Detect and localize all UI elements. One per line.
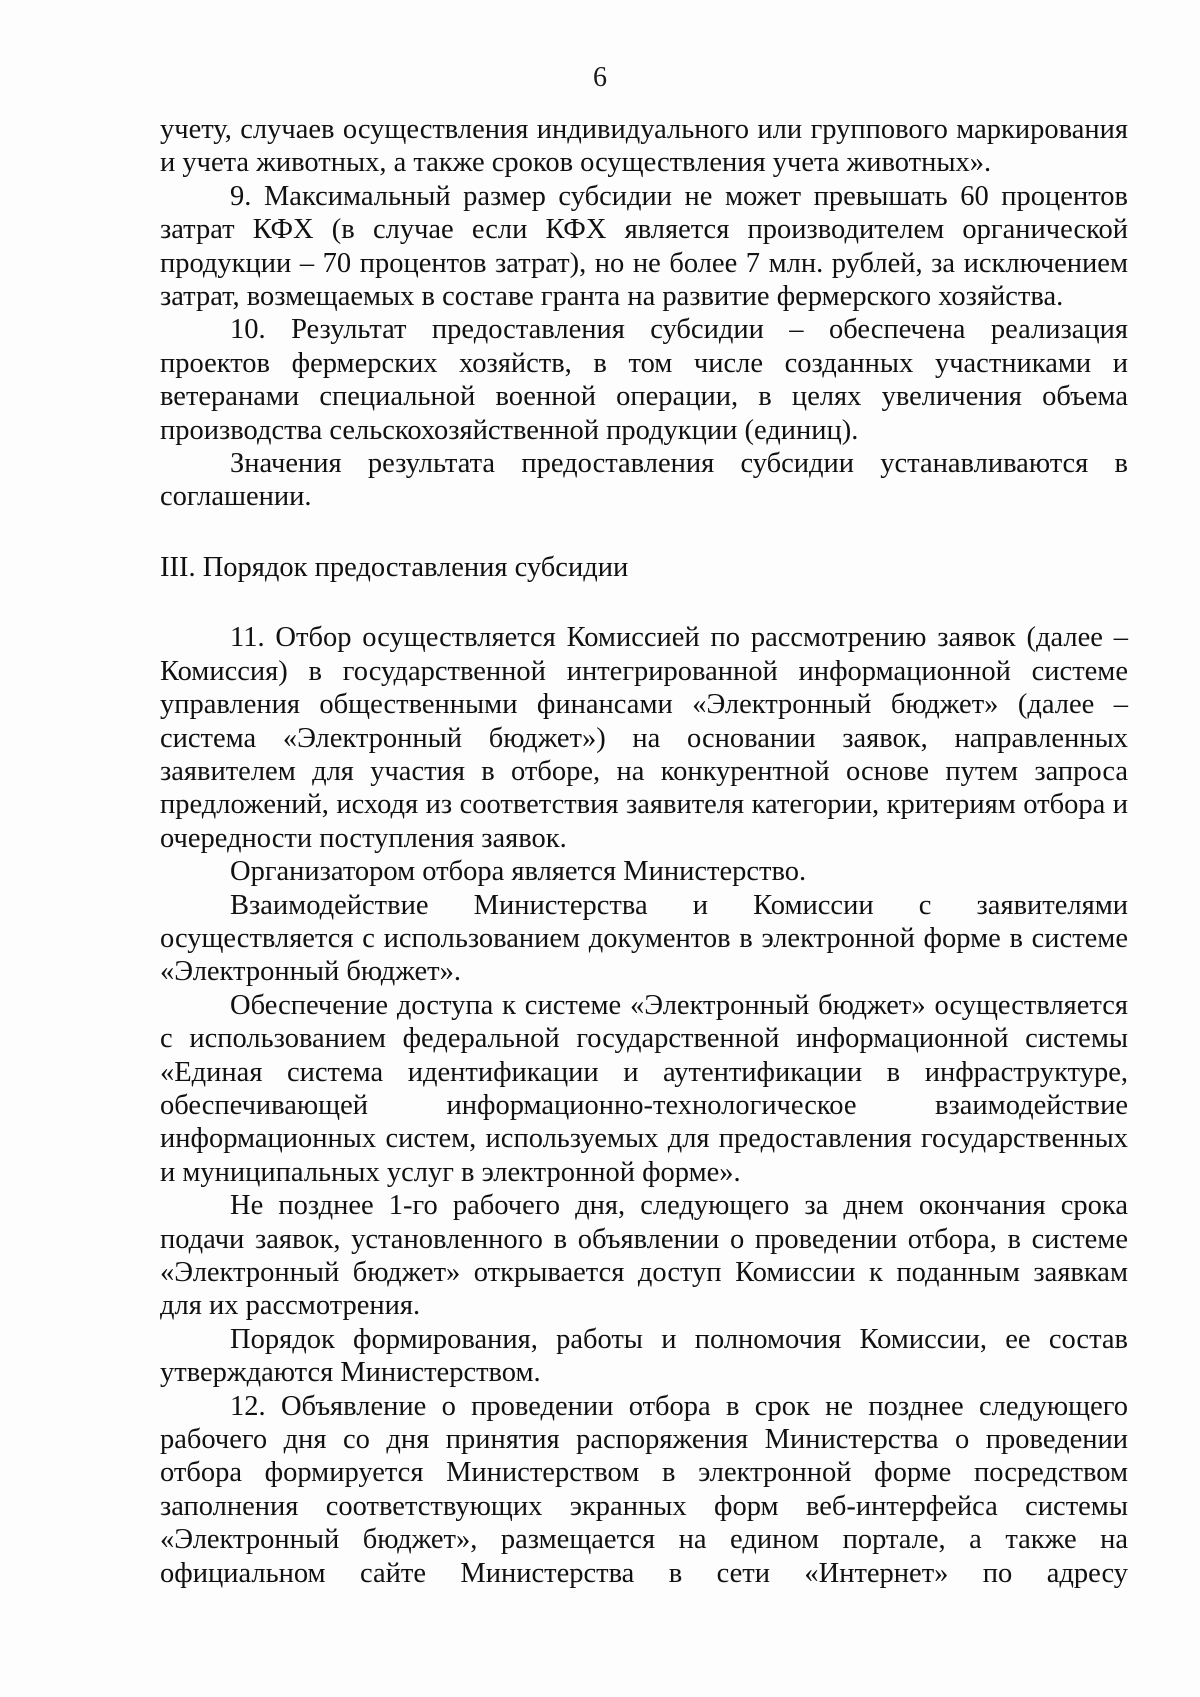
paragraph-continuation: учету, случаев осуществления индивидуального или группового маркирования и учета животных, а также сроков осуществления учета животных». bbox=[160, 114, 1128, 179]
section-heading: III. Порядок предоставления субсидии bbox=[160, 551, 629, 583]
paragraph-deadline: Не позднее 1-го рабочего дня, следующего за днем окончания срока подачи заявок, установленного в объявлении о проведении отбора, в системе «Электронный бюджет» открывается доступ Комиссии к поданным заявкам для их рассмотрения. bbox=[160, 1190, 1128, 1322]
paragraph-item-10: 10. Результат предоставления субсидии – обеспечена реализация проектов фермерских хозяйств, в том числе созданных участниками и ветеранами специальной военной операции, в целях увеличения объема производства сельскохозяйственной продукции (единиц). bbox=[160, 314, 1128, 446]
paragraph-interaction: Взаимодействие Министерства и Комиссии с заявителями осуществляется с использованием документов в электронной форме в системе «Электронный бюджет». bbox=[160, 889, 1128, 988]
paragraph-item-9: 9. Максимальный размер субсидии не может превышать 60 процентов затрат КФХ (в случае если КФХ является производителем органической продукции – 70 процентов затрат), но не более 7 млн. рублей, за исключением затрат, возмещаемых в составе гранта на развитие фермерского хозяйства. bbox=[160, 180, 1128, 313]
paragraph-item-11: 11. Отбор осуществляется Комиссией по рассмотрению заявок (далее – Комиссия) в государственной интегрированной информационной системе управления общественными финансами «Электронный бюджет» (далее – система «Электронный бюджет») на основании заявок, направленных заявителем для участия в отборе, на конкурентной основе путем запроса предложений, исходя из соответствия заявителя категории, критериям отбора и очередности поступления заявок. bbox=[160, 622, 1128, 854]
page-number: 6 bbox=[593, 62, 607, 93]
paragraph-access: Обеспечение доступа к системе «Электронный бюджет» осуществляется с использованием федеральной государственной информационной системы «Единая система идентификации и аутентификации в инфраструктуре, обеспечивающей информационно-технологическое взаимодействие информационных систем, используемых для предоставления государственных и муниципальных услуг в электронной форме». bbox=[160, 989, 1128, 1188]
document-body bbox=[160, 113, 1128, 1590]
paragraph-commission: Порядок формирования, работы и полномочия Комиссии, ее состав утверждаются Министерством. bbox=[160, 1323, 1128, 1389]
paragraph-item-12: 12. Объявление о проведении отбора в срок не позднее следующего рабочего дня со дня принятия распоряжения Министерства о проведении отбора формируется Министерством в электронной форме посредством заполнения соответствующих экранных форм веб-интерфейса системы «Электронный бюджет», размещается на едином портале, а также на официальном сайте Министерства в сети «Интернет» по адресу bbox=[160, 1390, 1128, 1589]
paragraph-organizer: Организатором отбора является Министерство. bbox=[230, 856, 807, 888]
paragraph-result-values: Значения результата предоставления субсидии устанавливаются в соглашении. bbox=[160, 448, 1128, 513]
